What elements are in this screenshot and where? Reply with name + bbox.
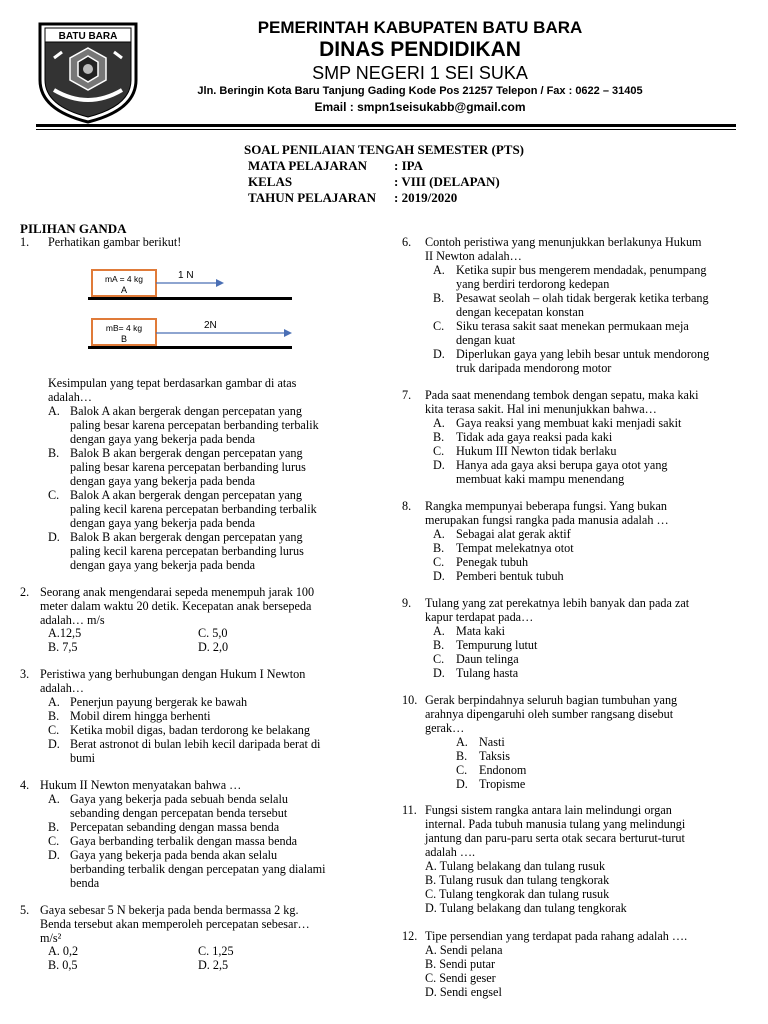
exam-title: SOAL PENILAIAN TENGAH SEMESTER (PTS) — [243, 142, 525, 157]
q3-option-a-letter: A. — [48, 695, 60, 709]
q11-option-d: D. Tulang belakang dan tulang tengkorak — [425, 901, 627, 915]
surface-b — [88, 346, 292, 349]
q9-option-d-letter: D. — [433, 666, 445, 680]
school-name: SMP NEGERI 1 SEI SUKA — [312, 63, 528, 83]
q1-option-a-letter: A. — [48, 404, 60, 418]
batu-bara-logo — [36, 18, 140, 124]
q9-option-a-letter: A. — [433, 624, 445, 638]
q4-option-c-letter: C. — [48, 834, 60, 848]
q1-option-a: Balok A akan bergerak dengan percepatan yang — [70, 404, 302, 418]
q7-option-c-letter: C. — [433, 444, 445, 458]
q9-option-d: Tulang hasta — [456, 666, 519, 680]
q8-option-c: Penegak tubuh — [456, 555, 529, 569]
force-a-arrowhead — [216, 279, 224, 287]
q6-number: 6. — [402, 235, 412, 249]
q8-option-b-letter: B. — [433, 541, 445, 555]
q9-number: 9. — [402, 596, 412, 610]
q11-number: 11. — [402, 803, 417, 817]
q5-text-2: Benda tersebut akan memperoleh percepatan sebesar… — [40, 917, 310, 931]
letterhead — [0, 0, 768, 140]
q2-option-d: D. 2,0 — [198, 640, 229, 654]
q6-option-a-2: yang berdiri terdorong kedepan — [456, 277, 610, 291]
q4-option-c: Gaya berbanding terbalik dengan massa benda — [70, 834, 298, 848]
q11-option-c: C. Tulang tengkorak dan tulang rusuk — [425, 887, 610, 901]
q6-option-c: Siku terasa sakit saat menekan permukaan meja — [456, 319, 689, 333]
q9-option-b-letter: B. — [433, 638, 445, 652]
q11-text-2: internal. Pada tubuh manusia tulang yang melindungi — [425, 817, 686, 831]
q9-text-2: kapur terdapat pada… — [425, 610, 534, 624]
q2-text: Seorang anak mengendarai sepeda menempuh jarak 100 — [40, 585, 315, 599]
q7-option-b-letter: B. — [433, 430, 445, 444]
q11-text-3: jantung dan paru-paru serta otak secara berturut-turut — [425, 831, 685, 845]
q5-option-b: B. 0,5 — [48, 958, 78, 972]
school-email: Email : smpn1seisukabb@gmail.com — [314, 100, 526, 114]
year-value: : 2019/2020 — [394, 190, 458, 205]
q6-option-d-2: truk daripada mendorong motor — [456, 361, 612, 375]
q5-option-c: C. 1,25 — [198, 944, 234, 958]
block-b-label: B — [120, 334, 128, 344]
q10-number: 10. — [402, 693, 418, 707]
q3-text: Peristiwa yang berhubungan dengan Hukum I Newton — [40, 667, 306, 681]
force-b-arrowhead — [284, 329, 292, 337]
q8-number: 8. — [402, 499, 412, 513]
q1-option-d-2: paling kecil karena percepatan berbanding lurus — [70, 544, 304, 558]
q10-option-c: Endonom — [479, 763, 527, 777]
q10-text-3: gerak… — [425, 721, 465, 735]
q10-option-d: Tropisme — [479, 777, 526, 791]
q5-text: Gaya sebesar 5 N bekerja pada benda bermassa 2 kg. — [40, 903, 299, 917]
surface-a — [88, 297, 292, 300]
q3-number: 3. — [20, 667, 30, 681]
q8-option-d: Pemberi bentuk tubuh — [456, 569, 564, 583]
q4-option-b-letter: B. — [48, 820, 60, 834]
q11-text: Fungsi sistem rangka antara lain melindungi organ — [425, 803, 672, 817]
block-a-label: A — [120, 285, 128, 295]
q2-option-a: A.12,5 — [48, 626, 82, 640]
q8-text: Rangka mempunyai beberapa fungsi. Yang bukan — [425, 499, 668, 513]
q4-option-d-2: berbanding terbalik dengan percepatan yang dialami — [70, 862, 326, 876]
q4-option-a: Gaya yang bekerja pada sebuah benda selalu — [70, 792, 288, 806]
q8-text-2: merupakan fungsi rangka pada manusia adalah … — [425, 513, 669, 527]
q1-option-d: Balok B akan bergerak dengan percepatan yang — [70, 530, 303, 544]
q9-text: Tulang yang zat perekatnya lebih banyak dan pada zat — [425, 596, 690, 610]
q12-option-d: D. Sendi engsel — [425, 985, 502, 999]
q7-text-2: kita terasa sakit. Hal ini menunjukkan bahwa… — [425, 402, 657, 416]
q10-option-d-letter: D. — [456, 777, 468, 791]
q4-option-d-letter: D. — [48, 848, 60, 862]
force-a-label: 1 N — [178, 270, 194, 281]
q3-option-d-letter: D. — [48, 737, 60, 751]
q8-option-c-letter: C. — [433, 555, 445, 569]
q6-option-b-letter: B. — [433, 291, 445, 305]
q7-number: 7. — [402, 388, 412, 402]
q6-option-a: Ketika supir bus mengerem mendadak, penumpang — [456, 263, 707, 277]
q10-text-2: arahnya dipengaruhi oleh sumber rangsang disebut — [425, 707, 674, 721]
header-rule-thick — [36, 124, 736, 127]
q4-number: 4. — [20, 778, 30, 792]
force-b-label: 2N — [204, 320, 217, 331]
subject-label: MATA PELAJARAN — [248, 158, 368, 173]
q7-option-d: Hanya ada gaya aksi berupa gaya otot yang — [456, 458, 668, 472]
q7-option-a-letter: A. — [433, 416, 445, 430]
q1-stem-2: adalah… — [48, 390, 92, 404]
q3-option-b: Mobil direm hingga berhenti — [70, 709, 211, 723]
q6-option-c-letter: C. — [433, 319, 445, 333]
q5-option-a: A. 0,2 — [48, 944, 79, 958]
q9-option-b: Tempurung lutut — [456, 638, 538, 652]
q8-option-d-letter: D. — [433, 569, 445, 583]
q7-text: Pada saat menendang tembok dengan sepatu, maka kaki — [425, 388, 699, 402]
q9-option-a: Mata kaki — [456, 624, 506, 638]
q1-text: Perhatikan gambar berikut! — [48, 235, 182, 249]
q3-option-d: Berat astronot di bulan lebih kecil daripada berat di — [70, 737, 321, 751]
q12-number: 12. — [402, 929, 418, 943]
year-row — [248, 190, 457, 206]
q1-option-b: Balok B akan bergerak dengan percepatan yang — [70, 446, 303, 460]
q12-text: Tipe persendian yang terdapat pada rahang adalah …. — [425, 929, 688, 943]
q7-option-b: Tidak ada gaya reaksi pada kaki — [456, 430, 613, 444]
q1-option-a-2: paling besar karena percepatan berbanding terbalik — [70, 418, 319, 432]
q10-text: Gerak berpindahnya seluruh bagian tumbuhan yang — [425, 693, 678, 707]
q12-option-b: B. Sendi putar — [425, 957, 496, 971]
q7-option-c: Hukum III Newton tidak berlaku — [456, 444, 617, 458]
class-value: : VIII (DELAPAN) — [394, 174, 500, 189]
q4-text: Hukum II Newton menyatakan bahwa … — [40, 778, 242, 792]
q1-option-b-2: paling besar karena percepatan berbanding lurus — [70, 460, 306, 474]
q2-option-b: B. 7,5 — [48, 640, 78, 654]
q1-option-d-letter: D. — [48, 530, 60, 544]
class-row — [248, 174, 500, 190]
q2-option-c: C. 5,0 — [198, 626, 228, 640]
q12-option-c: C. Sendi geser — [425, 971, 496, 985]
q1-option-c: Balok A akan bergerak dengan percepatan yang — [70, 488, 302, 502]
q3-option-c: Ketika mobil digas, badan terdorong ke belakang — [70, 723, 310, 737]
q4-option-d-3: benda — [70, 876, 100, 890]
q9-option-c: Daun telinga — [456, 652, 519, 666]
q2-text-2: meter dalam waktu 20 detik. Kecepatan anak bersepeda — [40, 599, 312, 613]
q3-option-b-letter: B. — [48, 709, 60, 723]
q3-option-c-letter: C. — [48, 723, 60, 737]
q2-text-3: adalah… m/s — [40, 613, 105, 627]
department-name: DINAS PENDIDIKAN — [319, 38, 521, 61]
q10-option-c-letter: C. — [456, 763, 468, 777]
q5-text-3: m/s² — [40, 931, 62, 945]
q3-text-2: adalah… — [40, 681, 84, 695]
q1-option-b-letter: B. — [48, 446, 60, 460]
q2-number: 2. — [20, 585, 30, 599]
q6-option-b: Pesawat seolah – olah tidak bergerak ketika terbang — [456, 291, 709, 305]
q12-option-a: A. Sendi pelana — [425, 943, 503, 957]
q6-text: Contoh peristiwa yang menunjukkan berlakunya Hukum — [425, 235, 702, 249]
block-a-mass: mA = 4 kg — [104, 274, 144, 284]
q6-option-b-2: dengan kecepatan konstan — [456, 305, 584, 319]
q8-option-a-letter: A. — [433, 527, 445, 541]
block-b-mass: mB= 4 kg — [105, 323, 143, 333]
school-address: Jln. Beringin Kota Baru Tanjung Gading Kode Pos 21257 Telepon / Fax : 0622 – 31405 — [197, 85, 643, 97]
q7-option-d-2: membuat kaki mampu menendang — [456, 472, 625, 486]
q1-option-d-3: dengan gaya yang bekerja pada benda — [70, 558, 256, 572]
q11-option-a: A. Tulang belakang dan tulang rusuk — [425, 859, 606, 873]
q3-option-a: Penerjun payung bergerak ke bawah — [70, 695, 248, 709]
header-rule-thin — [36, 129, 736, 130]
q4-option-b: Percepatan sebanding dengan massa benda — [70, 820, 280, 834]
q5-option-d: D. 2,5 — [198, 958, 229, 972]
q10-option-a: Nasti — [479, 735, 505, 749]
q4-option-a-2: sebanding dengan percepatan benda tersebut — [70, 806, 288, 820]
q1-option-c-2: paling kecil karena percepatan berbanding terbalik — [70, 502, 317, 516]
q7-option-a: Gaya reaksi yang membuat kaki menjadi sakit — [456, 416, 682, 430]
q4-option-a-letter: A. — [48, 792, 60, 806]
q1-option-b-3: dengan gaya yang bekerja pada benda — [70, 474, 256, 488]
q4-option-d: Gaya yang bekerja pada benda akan selalu — [70, 848, 278, 862]
q3-option-d-2: bumi — [70, 751, 96, 765]
q1-number: 1. — [20, 235, 30, 249]
q8-option-a: Sebagai alat gerak aktif — [456, 527, 571, 541]
q11-option-b: B. Tulang rusuk dan tulang tengkorak — [425, 873, 610, 887]
q6-option-c-2: dengan kuat — [456, 333, 516, 347]
q10-option-a-letter: A. — [456, 735, 468, 749]
class-label: KELAS — [248, 174, 293, 189]
q9-option-c-letter: C. — [433, 652, 445, 666]
q1-option-c-3: dengan gaya yang bekerja pada benda — [70, 516, 256, 530]
q6-option-d: Diperlukan gaya yang lebih besar untuk mendorong — [456, 347, 710, 361]
force-diagram — [88, 262, 318, 354]
year-label: TAHUN PELAJARAN — [248, 190, 376, 205]
q8-option-b: Tempat melekatnya otot — [456, 541, 574, 555]
q6-text-2: II Newton adalah… — [425, 249, 522, 263]
q6-option-d-letter: D. — [433, 347, 445, 361]
q1-option-a-3: dengan gaya yang bekerja pada benda — [70, 432, 256, 446]
q6-option-a-letter: A. — [433, 263, 445, 277]
q10-option-b: Taksis — [479, 749, 510, 763]
q11-text-4: adalah …. — [425, 845, 476, 859]
section-title: PILIHAN GANDA — [20, 221, 127, 236]
q7-option-d-letter: D. — [433, 458, 445, 472]
gov-name: PEMERINTAH KABUPATEN BATU BARA — [257, 18, 583, 37]
q5-number: 5. — [20, 903, 30, 917]
q1-option-c-letter: C. — [48, 488, 60, 502]
subject-value: : IPA — [394, 158, 424, 173]
subject-row — [248, 158, 423, 174]
q1-stem: Kesimpulan yang tepat berdasarkan gambar di atas — [48, 376, 297, 390]
q10-option-b-letter: B. — [456, 749, 468, 763]
svg-text:BATU BARA: BATU BARA — [58, 31, 118, 42]
